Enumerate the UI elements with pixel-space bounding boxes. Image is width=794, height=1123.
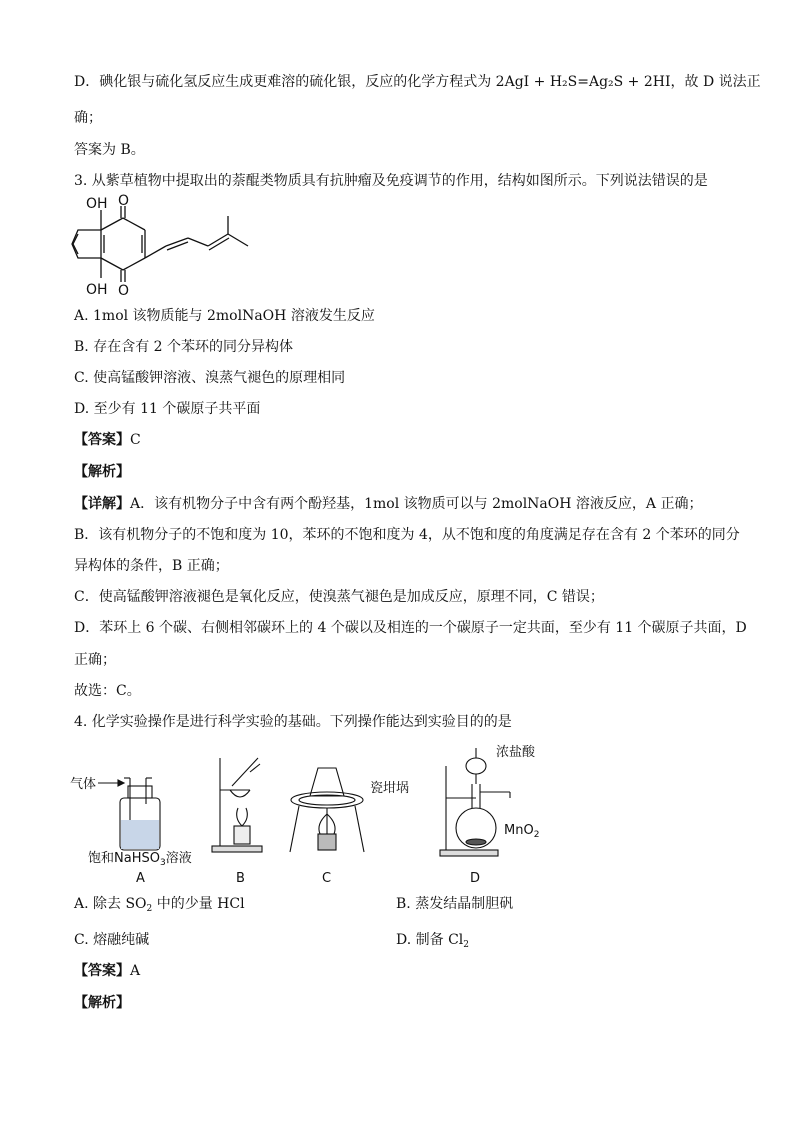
q3-detail-d2: 正确； [74, 652, 116, 668]
mno2-label: MnO$_2$ [504, 823, 540, 840]
q4-answer [74, 961, 140, 981]
prev-option-d-line1: D．碘化银与硫化氢反应生成更难溶的硫化银，反应的化学方程式为 2AgI + H₂S=Ag₂S + 2HI，故 D 说法正 [74, 74, 761, 90]
q3-analysis-tag: 【解析】 [74, 464, 130, 480]
q3-detail-b2: 异构体的条件，B 正确； [74, 558, 229, 574]
q4-a-text-pre: A. 除去 SO [74, 896, 147, 912]
answer-value: A [130, 963, 141, 979]
prev-option-d-line2: 确； [74, 110, 102, 126]
label-b: B [236, 871, 245, 886]
q3-detail-a [74, 494, 702, 514]
q3-choose: 故选：C。 [74, 683, 141, 699]
prev-answer: 答案为 B。 [74, 142, 145, 158]
solution-label: 饱和NaHSO$_3$溶液 [88, 851, 192, 868]
q4-d-text-pre: D. 制备 Cl [396, 932, 464, 948]
q3-option-c: C. 使高锰酸钾溶液、溴蒸气褪色的原理相同 [74, 370, 346, 386]
q4-option-c: C. 熔融纯碱 [74, 932, 150, 948]
q3-answer [74, 430, 141, 450]
crucible-label: 瓷坩埚 [370, 781, 410, 796]
label-c: C [322, 871, 332, 886]
label-a: A [136, 871, 145, 886]
q4-option-b: B. 蒸发结晶制胆矾 [396, 896, 514, 912]
o-bottom-label: O [118, 283, 130, 298]
answer-value: C [130, 432, 141, 448]
naphthoquinone-structure [70, 190, 270, 298]
gas-label: 气体 [70, 777, 97, 792]
q4-a-subscript: 2 [146, 904, 153, 914]
q4-apparatus-figure [70, 738, 550, 886]
q3-stem: 3. 从紫草植物中提取出的萘醌类物质具有抗肿瘤及免疫调节的作用，结构如图所示。下列说法错误的是 [74, 173, 708, 189]
q4-stem: 4. 化学实验操作是进行科学实验的基础。下列操作能达到实验目的的是 [74, 714, 512, 730]
q3-detail-d1: D．苯环上 6 个碳、右侧相邻碳环上的 4 个碳以及相连的一个碳原子一定共面，至少有 11 个碳原子共面，D [74, 620, 747, 636]
oh-bottom-label: OH [86, 282, 108, 298]
q3-option-a: A. 1mol 该物质能与 2molNaOH 溶液发生反应 [74, 308, 375, 324]
q3-option-b: B. 存在含有 2 个苯环的同分异构体 [74, 339, 293, 355]
q4-d-subscript: 2 [463, 940, 469, 950]
oh-top-label: OH [86, 196, 108, 212]
detail-tag: 【详解】 [74, 496, 130, 512]
q4-option-d [396, 930, 469, 955]
o-top-label: O [118, 193, 130, 209]
q3-option-d: D. 至少有 11 个碳原子共平面 [74, 401, 261, 417]
q3-detail-c: C．使高锰酸钾溶液褪色是氧化反应，使溴蒸气褪色是加成反应，原理不同，C 错误； [74, 589, 604, 605]
q3-detail-b1: B．该有机物分子的不饱和度为 10，苯环的不饱和度为 4，从不饱和度的角度满足存在含有 2 个苯环的同分 [74, 527, 740, 543]
label-d: D [470, 871, 481, 886]
answer-tag: 【答案】 [74, 432, 130, 448]
q4-analysis-tag: 【解析】 [74, 995, 130, 1011]
q4-a-text-post: 中的少量 HCl [152, 896, 245, 912]
detail-a-text: A．该有机物分子中含有两个酚羟基，1mol 该物质可以与 2molNaOH 溶液反应，A 正确； [130, 496, 703, 512]
conc-hcl-label: 浓盐酸 [496, 745, 536, 760]
q4-option-a [74, 894, 245, 919]
answer-tag: 【答案】 [74, 963, 130, 979]
